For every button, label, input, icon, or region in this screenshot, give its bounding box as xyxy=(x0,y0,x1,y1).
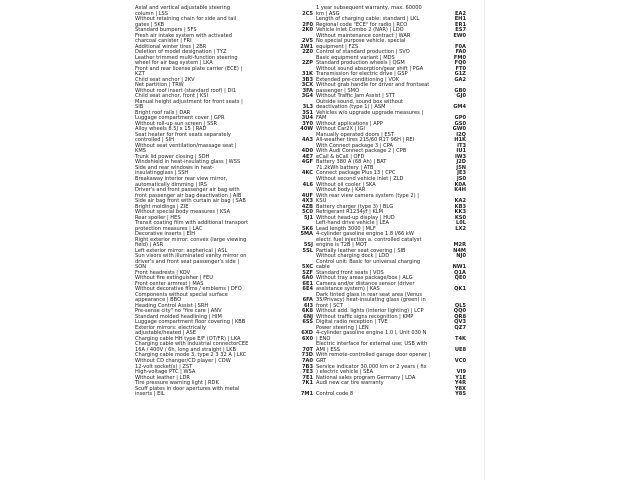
equipment-description: All-weather tires 215/60 R17 96H | REI xyxy=(316,137,415,144)
equipment-description: Vehicle inlet Combo 2 (NAR) | LDO xyxy=(316,27,404,34)
option-code: 7A0 xyxy=(301,358,313,364)
option-code: QR8 xyxy=(454,313,466,320)
equipment-description: With rear view camera system (type 2) | KSU xyxy=(316,192,419,205)
option-code: KS0 xyxy=(454,214,466,221)
option-code: 31K xyxy=(301,71,313,78)
equipment-description: Sun visors with illuminated vanity mirror on driver's and front seat passenger's side | SON xyxy=(135,253,247,271)
option-code: Y8S xyxy=(455,391,466,398)
equipment-description: Dark tinted glass in rear seat area (Venus 35/Privacy) heat-insulating glass (green) in front | SCT xyxy=(316,291,426,309)
equipment-description: Regional code "ECE" for radio | RCO xyxy=(316,21,408,28)
equipment-description: Battery 380 A (68 Ah) | BAT xyxy=(316,159,387,166)
option-code: 40W xyxy=(300,126,313,133)
option-code: QV3 xyxy=(454,319,466,326)
option-code: IT3 xyxy=(457,142,466,149)
equipment-description: Axial and vertical adjustable steering column | LSS xyxy=(135,5,230,17)
option-code: VC0 xyxy=(454,358,466,364)
equipment-description: Standard front seats | VOS xyxy=(316,269,384,276)
option-code: FA0 xyxy=(455,49,466,56)
option-code: IW3 xyxy=(454,153,466,160)
equipment-description: Lead length 3000 | MLF xyxy=(316,225,376,232)
equipment-description: Extended pre-conditioning | VOK xyxy=(316,76,400,83)
equipment-description: Without traffic signs recognition | KMP xyxy=(316,313,414,320)
equipment-description: Without Traffic Jam Assist | STT xyxy=(316,93,395,100)
equipment-description: With Audi Connect package 2 | CPB xyxy=(316,148,407,155)
equipment-description: Without retaining chain for side and tail gates | 5KB xyxy=(135,16,237,28)
option-code: 4L6 xyxy=(302,181,313,188)
option-code: 3B3 xyxy=(302,76,313,83)
equipment-description: Charging cable mode 3, type 2 3 32 A | LKC xyxy=(135,352,247,359)
option-code: FQ0 xyxy=(454,60,466,67)
equipment-description: Without decorative films / emblems | DFO xyxy=(135,286,242,293)
option-code: VI9 xyxy=(456,369,466,376)
option-code: F0A xyxy=(455,43,466,50)
equipment-description: Service indicator 30,000 km or 2 years ( fix ) electric vehicle | SEA xyxy=(316,363,427,376)
equipment-description: Seat heater for front seats separately controlled | SIH xyxy=(135,131,231,144)
equipment-description: Rear spoiler | HES xyxy=(135,214,181,221)
option-code: EA2 xyxy=(455,10,466,17)
option-code: 5MA xyxy=(300,231,313,238)
equipment-row xyxy=(316,194,466,205)
option-code: 6I3 xyxy=(304,302,313,309)
option-code: 2F0 xyxy=(302,21,313,28)
option-code: 4UF xyxy=(301,192,313,199)
option-code: 4D0 xyxy=(301,148,313,155)
option-code: 3Y0 xyxy=(302,120,313,127)
equipment-description: Decorative inserts | EIH xyxy=(135,231,196,238)
option-code: L0L xyxy=(455,220,466,227)
option-code: 6SS xyxy=(302,319,313,326)
equipment-description: 4-cylinder gasoline engine 1.0 l, Unit 030 N | ENO xyxy=(316,330,427,342)
option-code: 6FA xyxy=(302,297,313,304)
equipment-description: Without leather | LDR xyxy=(135,374,190,381)
equipment-description: Without seat ventilation/massage seat | KMS xyxy=(135,142,237,155)
equipment-description: Control of standard production | SVO xyxy=(316,49,410,56)
equipment-description: Control code 8 xyxy=(316,391,354,398)
option-code: 5ZF xyxy=(302,269,313,276)
equipment-row xyxy=(316,293,466,310)
option-code: J2D xyxy=(456,159,466,166)
option-code: J5N xyxy=(456,164,466,171)
equipment-description: No special purpose vehicle, special equipment | FZS xyxy=(316,38,406,50)
option-code: 7M1 xyxy=(300,391,313,398)
option-code: 2K0 xyxy=(301,27,313,34)
equipment-description: Pre-sense city" no "fire care | ANV xyxy=(135,308,222,315)
option-code: 5SJ xyxy=(303,242,313,249)
option-code: GJ0 xyxy=(456,93,466,100)
option-code: 7B3 xyxy=(302,363,313,370)
option-code: JE3 xyxy=(457,170,466,177)
equipment-description: 4-cylinder gasoline engine 1.8 l/66 kW electr. fuel injection a. controlled catalyst engine is T2B | MOT xyxy=(316,231,422,249)
option-code: M2R xyxy=(453,242,466,249)
option-code: NJ0 xyxy=(456,253,466,260)
option-code: 70T xyxy=(302,346,313,353)
equipment-description: Additional winter tires | 2BR xyxy=(135,43,207,50)
option-code: 73D xyxy=(301,352,313,359)
equipment-description: Front center armrest | MAS xyxy=(135,280,204,287)
option-code: QK1 xyxy=(454,286,466,293)
equipment-description: Audi new car tire warranty xyxy=(316,380,384,387)
option-code: FT0 xyxy=(455,65,466,72)
equipment-description: Bright moldings | ZIE xyxy=(135,203,189,210)
option-code: UE8 xyxy=(454,346,466,353)
equipment-description: Child seat anchor, front | KSI xyxy=(135,93,208,100)
option-code: GW0 xyxy=(452,126,466,133)
option-code: 3L3 xyxy=(302,104,313,111)
equipment-description: Electric interface for external use; USB with AMI | ESS xyxy=(316,341,428,353)
equipment-description: Charging cable with industrial connectorCEE 16A / 400V / 6h, long and straight | LKB xyxy=(135,341,249,353)
option-code: 4E7 xyxy=(302,153,313,160)
option-code: 7E3 xyxy=(302,369,313,376)
equipment-description: Driver's and front passenger air bag with front passenger air bag deactivation | AIB xyxy=(135,187,242,199)
equipment-description: Without maintenance contract | WAR xyxy=(316,32,411,39)
equipment-description: Components without special surface appearance | BBO xyxy=(135,291,228,304)
option-code: EW0 xyxy=(453,32,466,39)
equipment-description: Without second vehicle inlet | ZLD xyxy=(316,175,404,182)
option-code: 6XD xyxy=(301,330,313,337)
option-code: KB3 xyxy=(454,203,466,210)
option-code: Q1A xyxy=(454,269,466,276)
option-code: 5XC xyxy=(301,264,313,271)
equipment-description: 71.2kWh battery | ATB xyxy=(316,164,374,171)
equipment-description: Without add. lights (interior lighting) | LCP xyxy=(316,308,424,315)
option-code: NW1 xyxy=(452,264,466,271)
equipment-row xyxy=(316,353,466,364)
equipment-description: Without tray areas package/box | ALG xyxy=(316,275,413,282)
option-code: 2W1 xyxy=(300,43,313,50)
option-code: N4M xyxy=(453,247,466,254)
equipment-description: Alloy wheels 8.5J x 15 | RAD xyxy=(135,126,207,133)
option-code: H1K xyxy=(454,137,466,144)
option-code: 4X3 xyxy=(301,198,313,205)
equipment-description: With remote-controlled garage door opener | GRT xyxy=(316,352,431,364)
equipment-row xyxy=(135,387,313,398)
option-code: 3S1 xyxy=(302,109,313,116)
equipment-description: Bright roof rails | DAR xyxy=(135,109,191,116)
equipment-description: Deletion of model designation | TYZ xyxy=(135,49,227,56)
option-code: 2ZP xyxy=(302,60,313,67)
equipment-description: Heading Control Assist | SRH xyxy=(135,302,209,309)
equipment-description: High-voltage PTC | WSA xyxy=(135,369,196,376)
equipment-description: Without fire extinguisher | FEU xyxy=(135,275,213,282)
option-code: QE0 xyxy=(454,275,466,282)
equipment-description: With Connect package 3 | CPA xyxy=(316,142,393,149)
option-code: 4A3 xyxy=(301,137,313,144)
equipment-description: Digital radio reception | TVE xyxy=(316,319,388,326)
equipment-description: Front headrests | KOV xyxy=(135,269,191,276)
equipment-description: Standard production wheels | QGM xyxy=(316,60,405,67)
option-code: 5J1 xyxy=(304,214,313,221)
option-code: T4K xyxy=(455,335,466,342)
option-code: QQ0 xyxy=(453,308,466,315)
equipment-description: Tire pressure warning light | RDK xyxy=(135,380,219,387)
option-code: 2V5 xyxy=(301,38,313,45)
equipment-description: 12-volt socket(s) | ZST xyxy=(135,363,193,370)
equipment-description: Trunk lid power closing | SDH xyxy=(135,153,210,160)
option-code: GM4 xyxy=(453,104,466,111)
option-code: GB0 xyxy=(454,87,466,94)
equipment-description: Front and rear license plate carrier (ECE) | KZT xyxy=(135,65,243,78)
equipment-description: Vehicles w/o upgrade upgrade measures | FAM xyxy=(316,109,424,122)
equipment-description: Power steering | LEN xyxy=(316,324,369,331)
option-code: LX2 xyxy=(455,225,466,232)
option-code: 7K1 xyxy=(301,380,313,387)
equipment-row xyxy=(135,34,313,45)
option-code: KA2 xyxy=(454,198,466,205)
equipment-description: Leather trimmed multi-function steering wheel for air bag system | LKA xyxy=(135,54,238,67)
option-code: 3CX xyxy=(301,82,313,89)
equipment-description: Battery charger (type 3) | BLG xyxy=(316,203,394,210)
option-code: 2Z0 xyxy=(302,49,313,56)
equipment-list-right xyxy=(316,6,466,398)
equipment-description: Refrigerant R1234yf | KLM xyxy=(316,209,384,216)
option-code: 4GF xyxy=(301,159,313,166)
equipment-description: eCall & bCall | OFD xyxy=(316,153,365,160)
option-code: Y8X xyxy=(454,385,466,392)
equipment-description: Side and rear windows in heat- insulatingglass | SSH xyxy=(135,164,214,177)
equipment-description: National sales program Germany | LDA xyxy=(316,374,416,381)
option-code: 6NJ xyxy=(303,313,313,320)
equipment-row xyxy=(135,254,313,271)
option-code: JS0 xyxy=(456,175,466,182)
option-code: QZ7 xyxy=(454,324,466,331)
option-code: 4KC xyxy=(301,170,313,177)
equipment-description: Camera and/or distance sensor (driver assistance system) | KAS xyxy=(316,280,415,293)
equipment-description: Without roll-up sun screen | SSR xyxy=(135,120,217,127)
option-code: IU1 xyxy=(456,148,466,155)
option-code: GP0 xyxy=(454,115,466,122)
option-code: I2Q xyxy=(456,131,466,138)
option-code: 3G4 xyxy=(301,93,313,100)
equipment-description: Length of charging cable: standard | LKL xyxy=(316,16,420,23)
equipment-description: Without oil cooler | SKA xyxy=(316,181,376,188)
option-code: KK3 xyxy=(454,209,466,216)
equipment-description: Breakaway interior rear view mirror, automatically dimming | IRS xyxy=(135,175,228,188)
equipment-row xyxy=(316,392,466,398)
option-code: 2C5 xyxy=(302,10,313,17)
equipment-description: Standard molded headlining | HIM xyxy=(135,313,222,320)
option-code: GS0 xyxy=(454,120,466,127)
equipment-description: Without special body measures | KSA xyxy=(135,209,231,216)
option-code: Y4R xyxy=(454,380,466,387)
option-code: 5SL xyxy=(302,247,313,254)
option-code: GA2 xyxy=(454,76,466,83)
option-code: 6X0 xyxy=(301,335,313,342)
equipment-description: Luggage compartment floor covering | KBB xyxy=(135,319,246,326)
equipment-description: Charging cable HH type E/F (OT/FR) | LKA xyxy=(135,335,241,342)
equipment-description: Luggage compartment cover | GPR xyxy=(135,115,225,122)
equipment-description: Transmission for electric drive | GSP xyxy=(316,71,408,78)
equipment-description: 1 year subsequent warranty, max. 60000 km | ASG xyxy=(316,5,422,17)
page-edge-divider xyxy=(484,0,485,480)
option-code: 5K6 xyxy=(301,225,313,232)
equipment-description: Windshield in heat-insulating glass | WSS xyxy=(135,159,241,166)
equipment-description: Without body | KAR xyxy=(316,187,366,194)
option-code: 5C0 xyxy=(302,209,313,216)
option-code: 6E4 xyxy=(302,286,313,293)
option-code: K0A xyxy=(454,181,466,188)
equipment-list-left xyxy=(135,6,313,398)
option-code: 6E1 xyxy=(302,280,313,287)
equipment-description: Control unit: Basic for universal charging cable xyxy=(316,258,421,271)
option-code: 3FA xyxy=(302,87,313,94)
equipment-row xyxy=(316,365,466,376)
equipment-description: Child seat anchor | 2KV xyxy=(135,76,195,83)
option-code: FM0 xyxy=(453,54,466,61)
option-code: 3U4 xyxy=(301,115,313,122)
option-code: 4ZB xyxy=(301,203,313,210)
option-code: 6A0 xyxy=(301,275,313,282)
equipment-description: Manual height adjustment for front seats | SIB xyxy=(135,98,243,111)
equipment-description: Outside sound, sound box without deactivation (type 1) | ASM xyxy=(316,98,404,111)
equipment-row xyxy=(316,232,466,249)
equipment-description: Without head-up display | HUD xyxy=(316,214,395,221)
option-code: ER1 xyxy=(455,21,466,28)
equipment-description: Without CD changer/CD player | CDW xyxy=(135,358,231,364)
equipment-description: Without sound absorption/gear shift | PGA xyxy=(316,65,424,72)
equipment-description: Side air bag front with curtain air bag | SAB xyxy=(135,198,246,205)
option-code: Y1E xyxy=(455,374,466,381)
option-code: ES7 xyxy=(455,27,466,34)
equipment-description: Exterior mirrors: electrically adjustable/heated | ASE xyxy=(135,324,207,337)
option-code: G1Z xyxy=(454,71,466,78)
equipment-description: Basic equipment variant | MDS xyxy=(316,54,395,61)
equipment-description: Scuff plates in door apertures with metal inserts | EIL xyxy=(135,385,240,398)
equipment-description: Connect package Plus 13 | CPC xyxy=(316,170,396,177)
equipment-description: Without roof insert (standard roof) | DI1 xyxy=(135,87,237,94)
option-code: 6K8 xyxy=(301,308,313,315)
equipment-description: Left-hand drive vehicle | LEA xyxy=(316,220,389,227)
option-code: K4H xyxy=(454,187,466,194)
equipment-description: Net partition | TRW xyxy=(135,82,184,89)
option-code: QL5 xyxy=(454,302,466,309)
equipment-description: Without applications | APP xyxy=(316,120,383,127)
equipment-description: Transit coating film with additional transport protection measures | LAC xyxy=(135,220,249,232)
equipment-description: Fresh air intake system with activated charcoal canister | FRI xyxy=(135,32,233,45)
equipment-description: Standard bumpers | 5FS xyxy=(135,27,197,34)
equipment-description: Left exterior mirror: aspherical | ASL xyxy=(135,247,228,254)
equipment-description: Manually operated doors | EST xyxy=(316,131,394,138)
equipment-description: Partially leather seat covering | SIB xyxy=(316,247,406,254)
option-code: 7E1 xyxy=(302,374,313,381)
equipment-description: Without grab handle for driver and frontseat passenger | SMO xyxy=(316,82,430,94)
equipment-description: Without charging dock | LDD xyxy=(316,253,390,260)
equipment-description: Right exterior mirror: convex (large viewing field) | ASR xyxy=(135,236,247,249)
equipment-description: Without Car2X | IGI xyxy=(316,126,365,133)
option-code: EH1 xyxy=(454,16,466,23)
